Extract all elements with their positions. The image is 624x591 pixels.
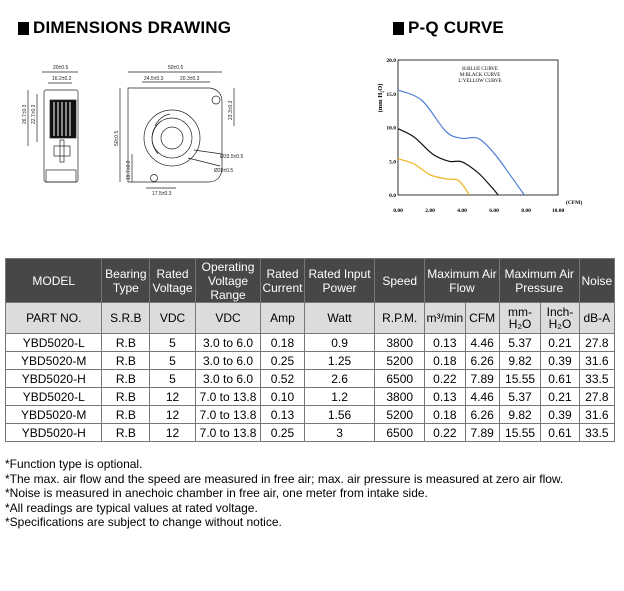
table-cell: 3.0 to 6.0 [195, 370, 260, 388]
table-cell: 0.13 [425, 388, 465, 406]
table-cell: 0.39 [541, 352, 579, 370]
heading-square-icon [18, 22, 29, 35]
dim-label: 20.3±0.3 [180, 76, 200, 82]
unit-part-no: PART NO. [6, 303, 102, 334]
table-cell: R.B [102, 352, 150, 370]
table-cell: 3.0 to 6.0 [195, 352, 260, 370]
table-cell: 33.5 [579, 424, 614, 442]
note: *All readings are typical values at rated voltage. [5, 500, 258, 515]
table-cell: 12 [150, 406, 196, 424]
table-cell: 1.25 [304, 352, 375, 370]
unit-vdc: VDC [150, 303, 196, 334]
heading-square-icon [393, 22, 404, 35]
table-cell: 3.0 to 6.0 [195, 334, 260, 352]
table-cell: YBD5020-L [6, 388, 102, 406]
header-air-flow: Maximum Air Flow [425, 259, 500, 303]
legend-medium: M:BLACK CURVE [459, 73, 501, 78]
table-cell: YBD5020-H [6, 424, 102, 442]
table-cell: 0.9 [304, 334, 375, 352]
table-row [6, 406, 615, 424]
table-cell: 0.21 [541, 334, 579, 352]
dim-label: 19.7±0.3 [126, 160, 132, 180]
table-cell: 3800 [375, 388, 425, 406]
x-tick: 8.00 [521, 208, 531, 214]
table-cell: 7.0 to 13.8 [195, 406, 260, 424]
x-tick: 2.00 [425, 208, 435, 214]
table-cell: 7.0 to 13.8 [195, 388, 260, 406]
table-row [6, 370, 615, 388]
x-unit: (CFM) [566, 200, 583, 206]
table-cell: R.B [102, 370, 150, 388]
table-cell: 6500 [375, 424, 425, 442]
table-row [6, 334, 615, 352]
dim-label: 24.5±0.3 [144, 76, 164, 82]
y-tick: 15.0 [386, 91, 396, 98]
table-cell: 3 [304, 424, 375, 442]
dim-label: 50±0.5 [168, 65, 184, 71]
unit-rpm: R.P.M. [375, 303, 425, 334]
table-cell: 15.55 [499, 370, 540, 388]
header-speed: Speed [375, 259, 425, 303]
unit-cfm: CFM [465, 303, 499, 334]
unit-watt: Watt [304, 303, 375, 334]
y-ticks [386, 58, 396, 199]
header-bearing: Bearing Type [102, 259, 150, 303]
table-cell: 5200 [375, 352, 425, 370]
legend-low: L:YELLOW CURVE [458, 79, 502, 84]
table-cell: 0.13 [261, 406, 305, 424]
table-cell: 33.5 [579, 370, 614, 388]
table-cell: 9.82 [499, 406, 540, 424]
table-cell: 0.21 [541, 388, 579, 406]
table-cell: 0.22 [425, 424, 465, 442]
table-cell: 7.89 [465, 370, 499, 388]
table-cell: 3800 [375, 334, 425, 352]
header-operating-voltage: Operating Voltage Range [195, 259, 260, 303]
front-view [114, 65, 244, 197]
table-cell: 27.8 [579, 388, 614, 406]
x-tick: 6.00 [489, 208, 499, 214]
y-tick: 5.0 [389, 159, 396, 166]
table-cell: 5 [150, 334, 196, 352]
dim-label: Ø33.5±0.5 [220, 154, 244, 160]
table-cell: 5200 [375, 406, 425, 424]
table-cell: 7.0 to 13.8 [195, 424, 260, 442]
pq-title: P-Q CURVE [408, 18, 504, 37]
header-rated-current: Rated Current [261, 259, 305, 303]
table-cell: R.B [102, 334, 150, 352]
table-cell: 0.61 [541, 424, 579, 442]
dimensions-drawing [10, 58, 260, 208]
dim-label: 16.2±0.2 [52, 76, 72, 82]
side-view [22, 65, 78, 182]
table-cell: 0.18 [425, 406, 465, 424]
table-cell: 5.37 [499, 388, 540, 406]
x-tick: 0.00 [393, 208, 403, 214]
table-cell: 7.89 [465, 424, 499, 442]
table-row [6, 352, 615, 370]
table-cell: 9.82 [499, 352, 540, 370]
table-cell: 1.2 [304, 388, 375, 406]
header-input-power: Rated Input Power [304, 259, 375, 303]
table-row [6, 388, 615, 406]
y-tick: 20.0 [386, 58, 396, 64]
unit-amp: Amp [261, 303, 305, 334]
table-cell: R.B [102, 424, 150, 442]
header-noise: Noise [579, 259, 614, 303]
table-cell: 5 [150, 370, 196, 388]
table-cell: YBD5020-L [6, 334, 102, 352]
table-cell: 0.61 [541, 370, 579, 388]
x-ticks [393, 208, 564, 214]
table-cell: 12 [150, 388, 196, 406]
unit-inch-h2o: Inch-H₂O [541, 303, 579, 334]
y-tick: 0.0 [389, 193, 396, 199]
table-cell: 5 [150, 352, 196, 370]
table-cell: 0.52 [261, 370, 305, 388]
unit-vdc-range: VDC [195, 303, 260, 334]
header-rated-voltage: Rated Voltage [150, 259, 196, 303]
x-tick: 4.00 [457, 208, 467, 214]
spec-table [5, 258, 615, 442]
pq-ylabel: (mm H₂O) [377, 83, 384, 113]
note: *The max. air flow and the speed are measured in free air; max. air pressure is measured at zero air flow. [5, 471, 564, 486]
unit-mm-h2o: mm-H₂O [499, 303, 540, 334]
unit-srb: S.R.B [102, 303, 150, 334]
table-cell: 2.6 [304, 370, 375, 388]
note: *Specifications are subject to change without notice. [5, 515, 282, 529]
table-cell: 0.13 [425, 334, 465, 352]
table-cell: 27.8 [579, 334, 614, 352]
table-cell: R.B [102, 388, 150, 406]
y-tick: 10.0 [386, 125, 396, 132]
table-cell: 31.6 [579, 352, 614, 370]
table-cell: 0.22 [425, 370, 465, 388]
table-cell: YBD5020-M [6, 406, 102, 424]
dim-label: 23.3±0.3 [228, 100, 234, 120]
dim-label: 22.7±0.3 [31, 104, 37, 124]
table-cell: 4.46 [465, 334, 499, 352]
note: *Noise is measured in anechoic chamber in free air, one meter from intake side. [5, 486, 428, 500]
table-cell: YBD5020-M [6, 352, 102, 370]
table-cell: 1.56 [304, 406, 375, 424]
table-cell: 15.55 [499, 424, 540, 442]
legend-high: H:BLUE CURVE [462, 67, 498, 72]
table-cell: YBD5020-H [6, 370, 102, 388]
pq-heading [393, 18, 504, 38]
table-cell: 12 [150, 424, 196, 442]
table-cell: 5.37 [499, 334, 540, 352]
table-cell: 31.6 [579, 406, 614, 424]
table-cell: 0.18 [425, 352, 465, 370]
x-tick: 10.00 [551, 208, 565, 214]
table-row [6, 424, 615, 442]
legend [458, 67, 501, 84]
pq-curve-chart [370, 50, 600, 220]
table-cell: 0.18 [261, 334, 305, 352]
header-model: MODEL [6, 259, 102, 303]
unit-m3min: m³/min [425, 303, 465, 334]
spec-table-body [6, 334, 615, 442]
dim-label: Ø20±0.5 [214, 168, 234, 174]
table-cell: 6.26 [465, 406, 499, 424]
dim-label: 26.7±0.3 [22, 104, 28, 124]
table-cell: 0.25 [261, 352, 305, 370]
dim-label: 20±0.5 [53, 65, 69, 71]
table-cell: 4.46 [465, 388, 499, 406]
dim-label: 50±0.5 [114, 130, 120, 146]
note: *Function type is optional. [5, 457, 143, 471]
table-cell: 0.25 [261, 424, 305, 442]
table-cell: 0.39 [541, 406, 579, 424]
dimensions-title: DIMENSIONS DRAWING [33, 18, 232, 37]
table-cell: 6.26 [465, 352, 499, 370]
dimensions-heading [18, 18, 231, 38]
unit-dba: dB-A [579, 303, 614, 334]
dim-label: 17.5±0.3 [152, 191, 172, 197]
table-cell: 0.10 [261, 388, 305, 406]
header-air-pressure: Maximum Air Pressure [499, 259, 579, 303]
table-cell: R.B [102, 406, 150, 424]
table-cell: 6500 [375, 370, 425, 388]
footnotes [5, 457, 563, 530]
